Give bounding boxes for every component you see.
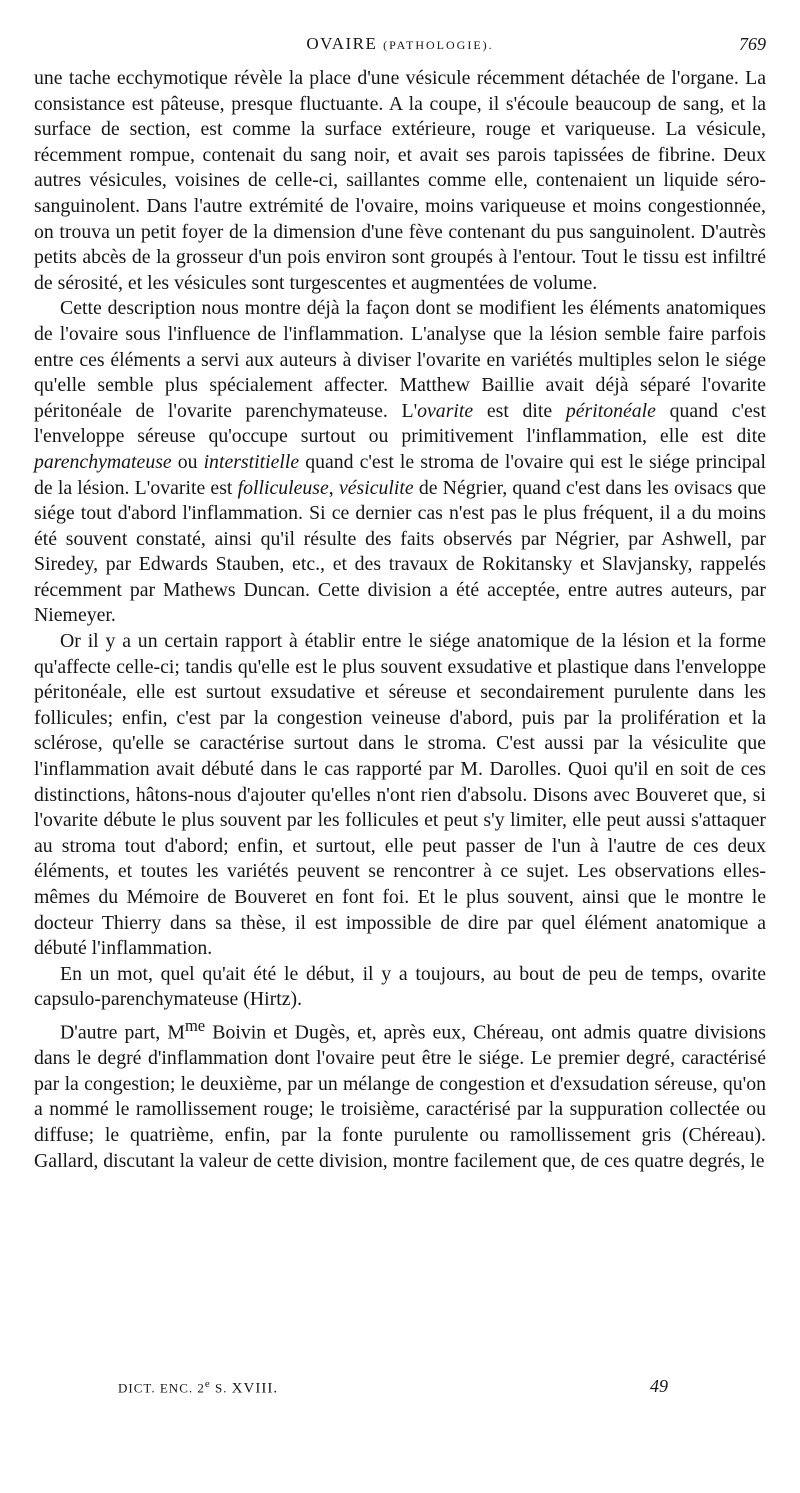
- italic-term: interstitielle: [203, 450, 300, 473]
- running-title: [0, 34, 800, 54]
- running-title-sub: (PATHOLOGIE).: [383, 38, 494, 52]
- text-run: de Négrier, quand c'est dans les ovisacs que siége tout d'abord l'inflammation. Si ce dernier cas n'est pas le plus fréquent, il a du moins été souvent constaté, ainsi qu'il résulte des faits observés par Négrier, par Ashwell, par Siredey, par Edwards Stauben, etc., et des travaux de Rokitansky et Slavjansky, rappelés récemment par Mathews Duncan. Cette division a été acceptée, entre autres auteurs, par Niemeyer.: [34, 476, 767, 627]
- text-run: Boivin et Dugès, et, après eux, Chéreau, ont admis quatre divisions dans le degré d'inflammation dont l'ovaire peut être le siége. Le premier degré, caractérisé par la congestion; le deuxième, par un mélange de congestion et d'exsudation séreuse, qu'on a nommé le ramollissement rouge; le troisième, caractérisé par la suppuration collectée ou diffuse; le quatrième, enfin, par la fonte purulente ou ramollissement gris (Chéreau). Gallard, discutant la valeur de cette division, montre facilement que, de ces quatre degrés, le: [34, 1021, 766, 1172]
- italic-term: péritonéale: [565, 399, 656, 422]
- running-head: [0, 34, 800, 60]
- signature-prefix: DICT. ENC. 2: [118, 1380, 205, 1396]
- running-title-main: OVAIRE: [306, 34, 378, 53]
- italic-term: folliculeuse: [237, 476, 329, 499]
- text-run: quand c'est le stroma de l'ovaire qui est le siége principal de la lésion. L'ovarite est: [34, 450, 767, 499]
- paragraph-1: [34, 66, 766, 296]
- text-run: une tache ecchymotique révèle la place d'une vésicule récemment détachée de l'organe. La consistance est pâteuse, presque fluctuante. A la coupe, il s'écoule beaucoup de sang, et la surface de section, est comme la surface extérieure, rouge et variqueuse. La vésicule, récemment rompue, contenait du sang noir, et avait ses parois tapissées de fibrine. Deux autres vésicules, voisines de celle-ci, saillantes comme elle, contenaient un liquide séro-sanguinolent. Dans l'autre extrémité de l'ovaire, moins variqueuse et moins congestionnée, on trouva un petit foyer de la dimension d'une fève contenant du pus sanguinolent. D'autrès petits abcès de la grosseur d'un pois environ sont groupés à l'entour. Tout le tissu est infiltré de sérosité, et les vésicules sont turgescentes et augmentées de volume.: [34, 67, 766, 294]
- sheet-number: 49: [650, 1376, 668, 1396]
- paragraph-3: [34, 629, 766, 962]
- text-run: En un mot, quel qu'ait été le début, il y a toujours, au bout de peu de temps, ovarite capsulo-parenchymateuse (Hirtz).: [34, 962, 766, 1011]
- page-number: 769: [739, 34, 766, 54]
- signature-mark: [118, 1378, 278, 1397]
- text-run: D'autre part, M: [60, 1021, 185, 1044]
- text-run: quand c'est l'enveloppe séreuse qu'occupe surtout ou primitivement l'inflammation, elle est dite: [34, 399, 766, 448]
- text-run: ou: [171, 450, 204, 473]
- signature-series: S.: [210, 1380, 228, 1396]
- italic-term: vésiculite: [338, 476, 414, 499]
- signature-volume: XVIII.: [231, 1380, 279, 1397]
- paragraph-4: [34, 962, 766, 1013]
- text-run: Cette description nous montre déjà la façon dont se modifient les éléments anatomiques de l'ovaire sous l'influence de l'inflammation. L'analyse que la lésion semble faire parfois entre ces éléments a servi aux auteurs à diviser l'ovarite en variétés multiples selon le siége qu'elle semble plus spécialement affecter. Matthew Baillie avait déjà séparé l'ovarite péritonéale de l'ovarite parenchymateuse. L': [34, 297, 766, 422]
- superscript: me: [184, 1015, 206, 1035]
- paragraph-2: [34, 296, 766, 629]
- text-run: Or il y a un certain rapport à établir entre le siége anatomique de la lésion et la forme qu'affecte celle-ci; tandis qu'elle est le plus souvent exsudative et plastique dans l'enveloppe péritonéale, elle est surtout exsudative et séreuse et secondairement purulente dans les follicules; enfin, c'est par la congestion veineuse d'abord, puis par la prolifération et la sclérose, qu'elle se caractérise surtout dans le stroma. C'est aussi par la vésiculite que l'inflammation avait débuté dans le cas rapporté par M. Darolles. Quoi qu'il en soit de ces distinctions, hâtons-nous d'ajouter qu'elles n'ont rien d'absolu. Disons avec Bouveret que, si l'ovarite débute le plus souvent par les follicules et peut s'y limiter, elle peut aussi s'attaquer au stroma tout d'abord; enfin, et surtout, elle peut passer de l'un à l'autre de ces deux éléments, et toutes les variétés peuvent se rencontrer à ce sujet. Les observations elles-mêmes du Mémoire de Bouveret en font foi. Et le plus souvent, ainsi que le montre le docteur Thierry dans sa thèse, il est impossible de dire par quel élément anatomique a débuté l'inflammation.: [34, 630, 766, 960]
- paragraph-5: [34, 1013, 766, 1174]
- text-run: ,: [328, 476, 339, 499]
- body-text: [34, 66, 766, 1174]
- italic-term: parenchymateuse: [34, 450, 172, 473]
- text-run: est dite: [473, 399, 566, 422]
- italic-term: ovarite: [417, 399, 474, 422]
- signature-superscript: e: [204, 1378, 211, 1390]
